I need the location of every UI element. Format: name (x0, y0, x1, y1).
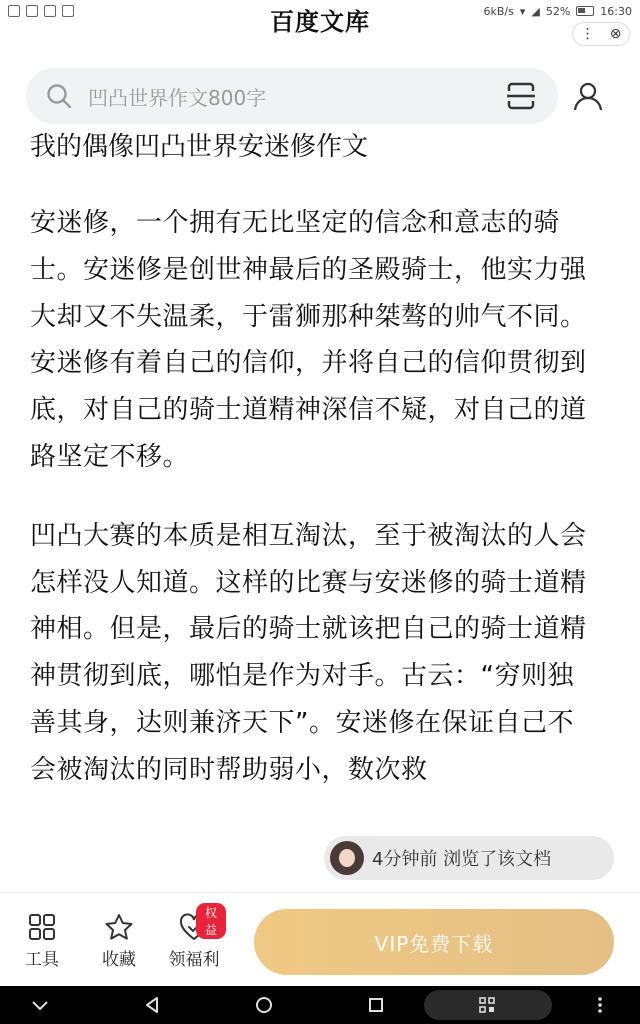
back-icon[interactable] (142, 995, 162, 1015)
scan-icon[interactable] (506, 81, 536, 111)
battery-level: 52% (545, 4, 571, 18)
signal-icon: ◢ (531, 4, 540, 18)
welfare-button[interactable] (162, 906, 226, 970)
favorite-button[interactable] (87, 913, 151, 970)
tools-label: 工具 (25, 950, 59, 970)
vip-download-button[interactable]: VIP免费下载 (254, 909, 614, 975)
home-icon[interactable] (254, 995, 274, 1015)
avatar (330, 841, 364, 875)
star-icon (104, 913, 134, 941)
favorite-label: 收藏 (102, 950, 136, 970)
recent-view-toast (324, 836, 614, 880)
clock: 16:30 (600, 4, 632, 18)
user-icon[interactable] (572, 80, 604, 112)
chevron-down-icon[interactable] (30, 995, 50, 1015)
search-input[interactable]: 凹凸世界作文800字 (88, 85, 267, 110)
screen-tool-pill[interactable] (424, 990, 552, 1020)
welfare-badge: 权益 (196, 903, 226, 939)
welfare-label: 领福利 (168, 950, 220, 970)
document-title: 我的偶像凹凸世界安迷修作文 (30, 132, 369, 162)
article-body (30, 120, 590, 794)
article-paragraph: 凹凸大赛的本质是相互淘汰，至于被淘汰的人会怎样没人知道。这样的比赛与安迷修的骑士道精神相。但是，最后的骑士就该把自己的骑士道精神贯彻到底，哪怕是作为对手。古云：“穷则独善其身，达则兼济天下”。安迷修在保证自己不会被淘汰的同时帮助弱小，数次救 (30, 520, 587, 785)
article-paragraph: 安迷修，一个拥有无比坚定的信念和意志的骑士。安迷修是创世神最后的圣殿骑士，他实力强大却又不失温柔，于雷狮那种桀骜的帅气不同。安迷修有着自己的信仰，并将自己的信仰贯彻到底，对自己的骑士道精神深信不疑，对自己的道路坚定不移。 (30, 208, 587, 472)
recents-icon[interactable] (366, 995, 386, 1015)
grid-icon (28, 913, 56, 941)
wifi-icon: ▾ (519, 4, 526, 18)
network-speed: 6kB/s (483, 4, 514, 18)
qr-scan-icon (478, 996, 496, 1014)
search-bar[interactable] (26, 68, 558, 124)
toast-text: 4分钟前 浏览了该文档 (372, 849, 552, 870)
search-icon (46, 83, 72, 109)
more-vertical-icon[interactable] (590, 995, 610, 1015)
app-title: 百度文库 (270, 8, 370, 36)
bottom-action-bar (0, 892, 640, 986)
close-icon[interactable]: ⊗ (609, 26, 622, 42)
system-nav-bar (0, 986, 640, 1024)
tools-button[interactable] (10, 913, 74, 970)
more-icon[interactable]: ⋮ (580, 26, 595, 42)
mini-program-menu[interactable] (572, 22, 630, 46)
